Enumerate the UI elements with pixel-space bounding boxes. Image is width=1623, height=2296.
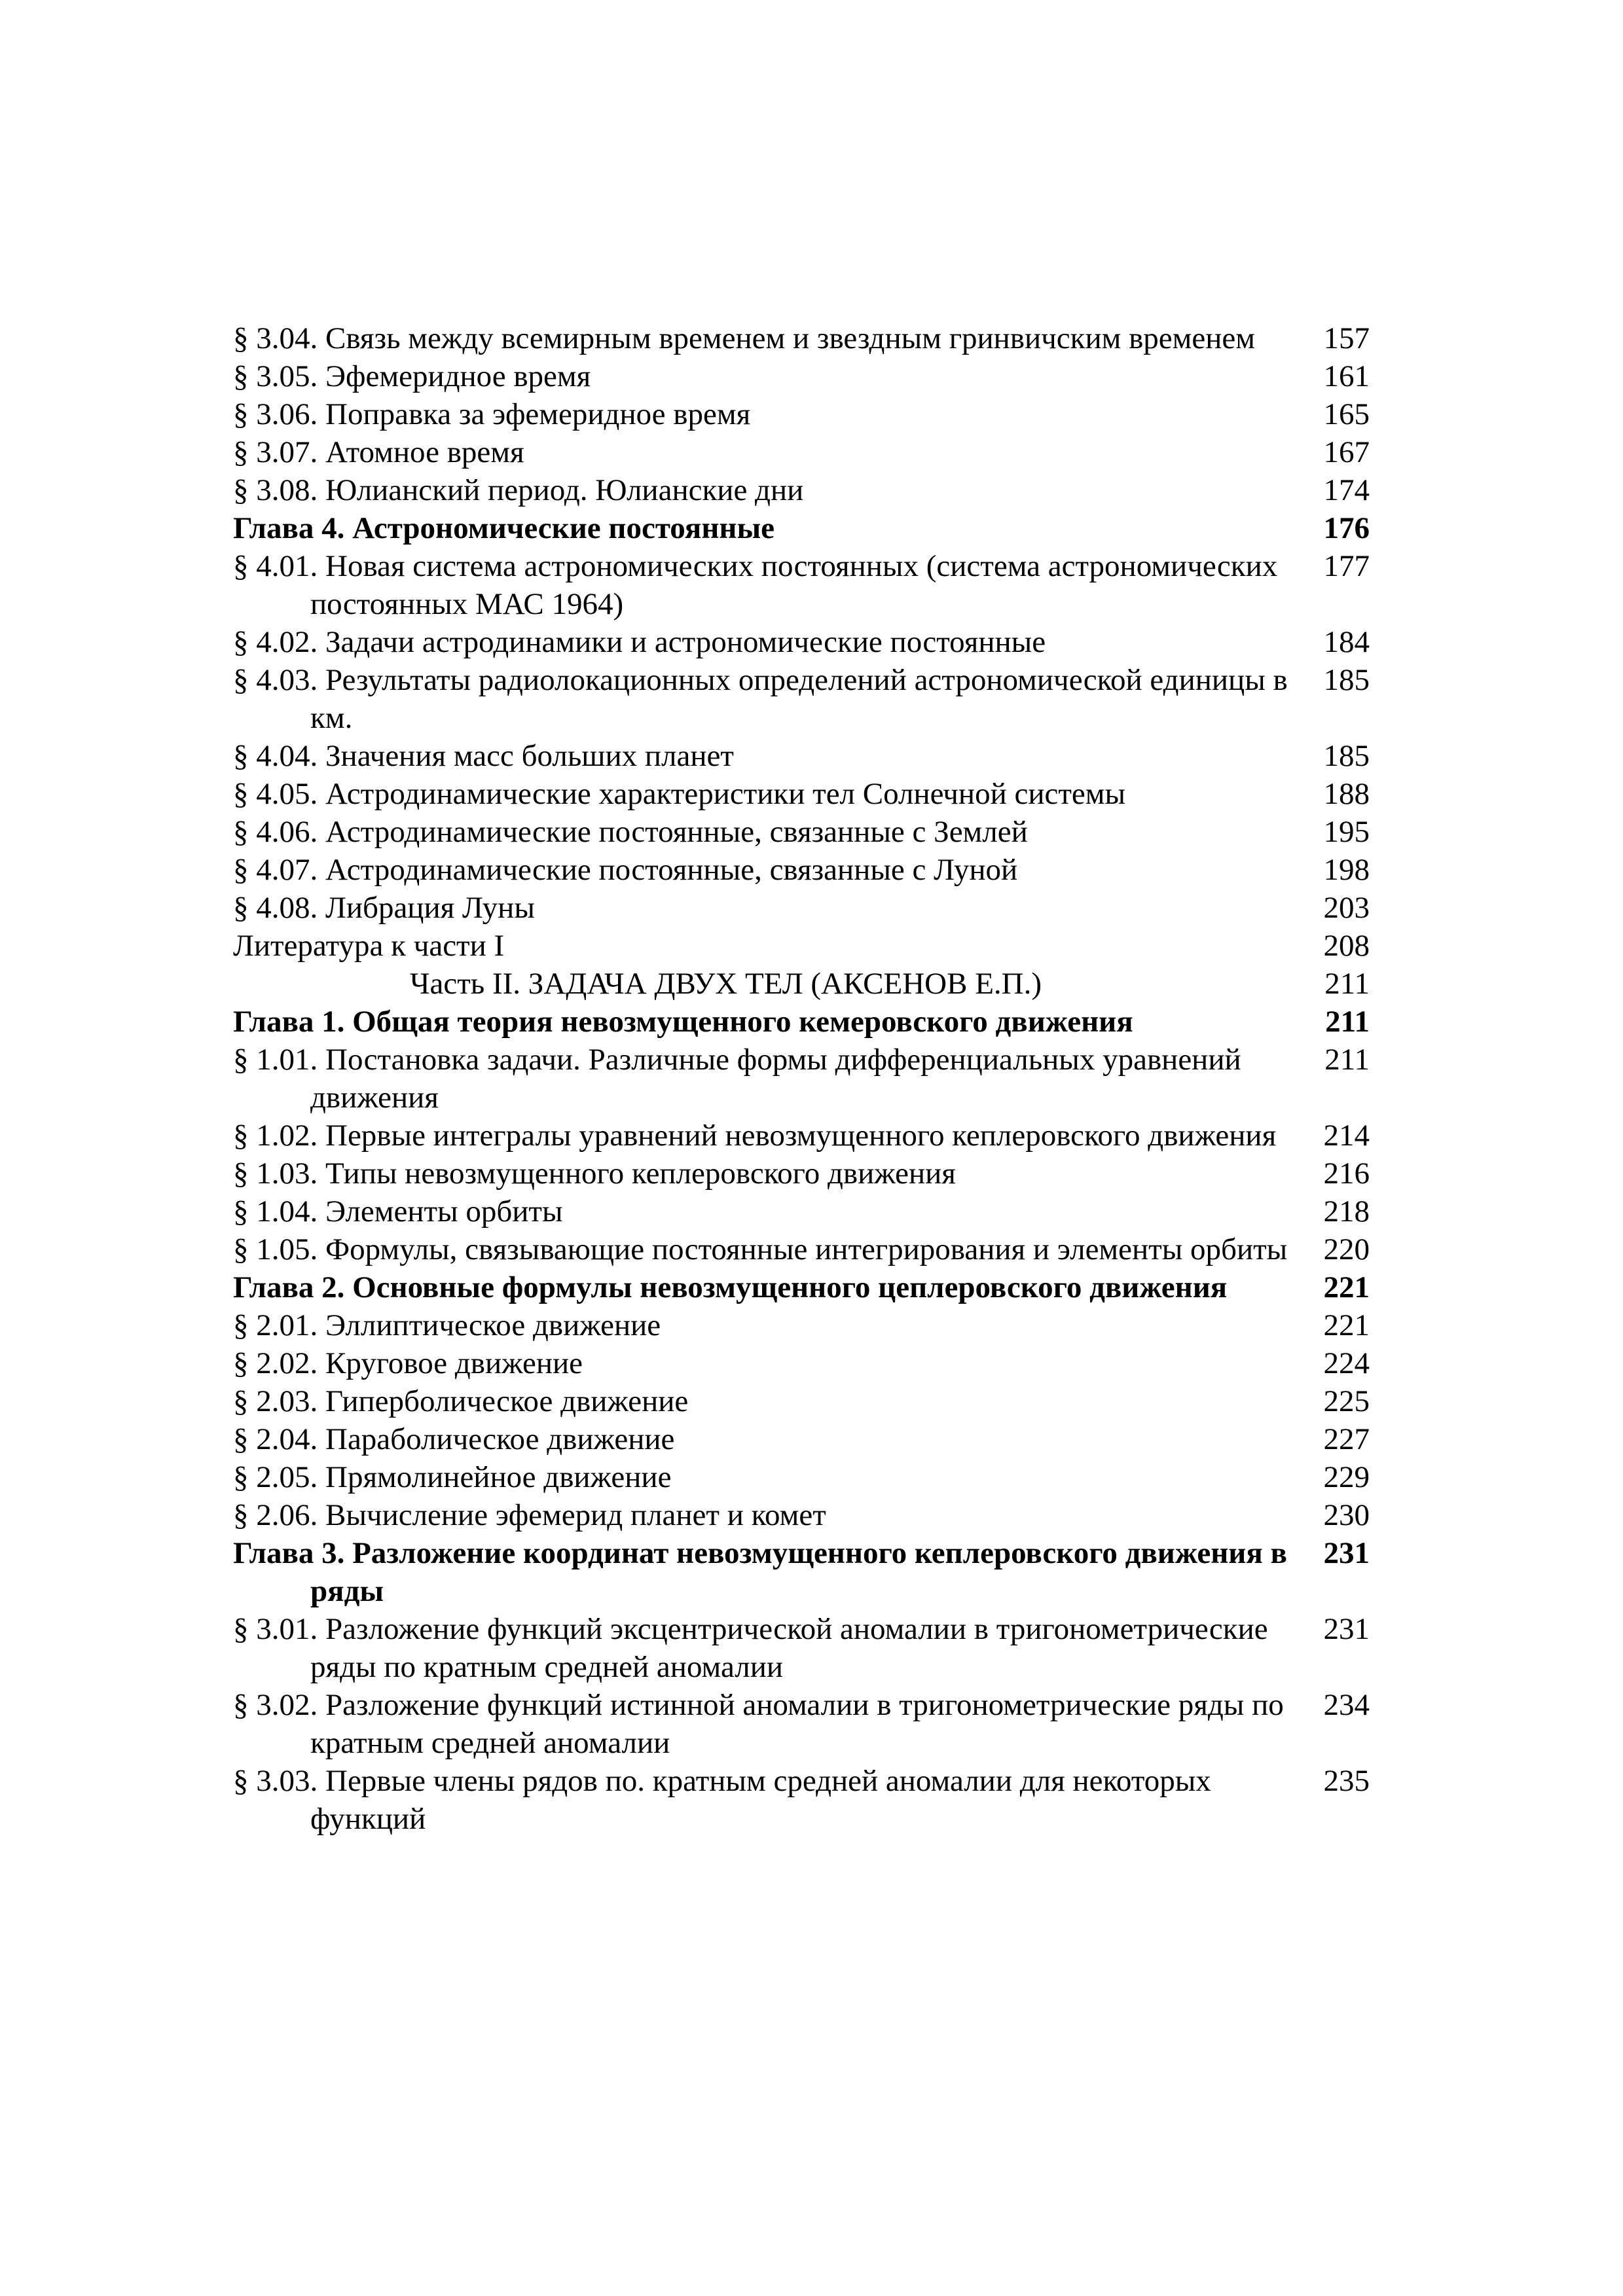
toc-entry-page-number: 220 bbox=[1323, 1232, 1370, 1266]
toc-entry bbox=[233, 471, 1370, 509]
toc-entry-page-number: 218 bbox=[1323, 1194, 1370, 1229]
toc-entry bbox=[233, 433, 1370, 471]
toc-entry bbox=[233, 623, 1370, 661]
toc-entry-page-number: 211 bbox=[1325, 1005, 1370, 1039]
toc-entry-title: § 3.03. Первые члены рядов по. кратным средней аномалии для некоторых функций bbox=[233, 1764, 1211, 1836]
toc-entry-title: § 4.01. Новая система астрономических постоянных (система астрономических постоянных МАС 1964) bbox=[233, 549, 1278, 621]
toc-entry bbox=[233, 737, 1370, 775]
toc-entry-page-number: 203 bbox=[1323, 891, 1370, 925]
toc-entry bbox=[233, 889, 1370, 927]
toc-entry-title: Литература к части I bbox=[233, 929, 505, 963]
toc-entry-page-number: 231 bbox=[1323, 1536, 1370, 1570]
toc-entry-page-number: 230 bbox=[1323, 1498, 1370, 1532]
toc-entry bbox=[233, 1041, 1370, 1117]
toc-entry-title: Глава 3. Разложение координат невозмущенного кеплеровского движения в ряды bbox=[233, 1536, 1287, 1608]
toc-entry bbox=[233, 813, 1370, 851]
toc-chapter-entry bbox=[233, 1268, 1370, 1306]
toc-entry-page-number: 174 bbox=[1323, 473, 1370, 507]
toc-entry bbox=[233, 1230, 1370, 1268]
toc-entry-page-number: 185 bbox=[1323, 663, 1370, 697]
toc-entry bbox=[233, 1344, 1370, 1382]
toc-entry-page-number: 225 bbox=[1323, 1384, 1370, 1418]
toc-entry-page-number: 188 bbox=[1323, 777, 1370, 811]
toc-entry bbox=[233, 319, 1370, 357]
toc-entry bbox=[233, 661, 1370, 737]
toc-entry bbox=[233, 1382, 1370, 1420]
toc-entry-title: § 1.01. Постановка задачи. Различные формы дифференциальных уравнений движения bbox=[233, 1043, 1241, 1115]
toc-entry-title: § 4.02. Задачи астродинамики и астрономические постоянные bbox=[233, 625, 1046, 659]
toc-entry-title: Глава 1. Общая теория невозмущенного кемеровского движения bbox=[233, 1005, 1133, 1039]
toc-entry-page-number: 198 bbox=[1323, 853, 1370, 887]
toc-entry-page-number: 157 bbox=[1323, 321, 1370, 355]
toc-entry-page-number: 177 bbox=[1323, 549, 1370, 583]
toc-entry-title: § 3.05. Эфемеридное время bbox=[233, 359, 591, 393]
toc-entry-page-number: 221 bbox=[1323, 1270, 1370, 1304]
toc-entry bbox=[233, 1496, 1370, 1534]
toc-entry-title: § 2.06. Вычисление эфемерид планет и комет bbox=[233, 1498, 826, 1532]
toc-entry bbox=[233, 1193, 1370, 1230]
toc-entry-title: § 3.02. Разложение функций истинной аномалии в тригонометрические ряды по кратным средней аномалии bbox=[233, 1688, 1284, 1760]
toc-entry-title: § 2.05. Прямолинейное движение bbox=[233, 1460, 672, 1494]
toc-entry-page-number: 167 bbox=[1323, 435, 1370, 469]
toc-entry-page-number: 176 bbox=[1323, 511, 1370, 545]
toc-entry-page-number: 211 bbox=[1324, 1043, 1370, 1077]
toc-entry bbox=[233, 927, 1370, 965]
toc-entry-page-number: 221 bbox=[1323, 1308, 1370, 1342]
toc-entry-page-number: 224 bbox=[1323, 1346, 1370, 1380]
toc-entry-page-number: 185 bbox=[1323, 739, 1370, 773]
toc-entry bbox=[233, 1762, 1370, 1838]
toc-entry-page-number: 234 bbox=[1323, 1688, 1370, 1722]
toc-entry-title: § 2.04. Параболическое движение bbox=[233, 1422, 675, 1456]
toc-entry-page-number: 214 bbox=[1323, 1119, 1370, 1153]
toc-entry-page-number: 229 bbox=[1323, 1460, 1370, 1494]
toc-entry bbox=[233, 1306, 1370, 1344]
toc-entry bbox=[233, 547, 1370, 623]
toc-entry bbox=[233, 1155, 1370, 1193]
toc-entry-title: Глава 4. Астрономические постоянные bbox=[233, 511, 775, 545]
toc-entry-title: § 1.05. Формулы, связывающие постоянные интегрирования и элементы орбиты bbox=[233, 1232, 1288, 1266]
toc-entry-page-number: 208 bbox=[1323, 929, 1370, 963]
toc-chapter-entry bbox=[233, 1534, 1370, 1610]
toc-entry bbox=[233, 1458, 1370, 1496]
toc-entry-page-number: 231 bbox=[1323, 1612, 1370, 1646]
toc-entry bbox=[233, 775, 1370, 813]
toc-entry bbox=[233, 1420, 1370, 1458]
toc-part-entry bbox=[233, 965, 1370, 1003]
toc-entry-title: § 3.08. Юлианский период. Юлианские дни bbox=[233, 473, 804, 507]
toc-entry-page-number: 195 bbox=[1323, 815, 1370, 849]
toc-entry bbox=[233, 395, 1370, 433]
toc-entry-title: § 3.01. Разложение функций эксцентрической аномалии в тригонометрические ряды по кратным средней аномалии bbox=[233, 1612, 1268, 1684]
toc-chapter-entry bbox=[233, 509, 1370, 547]
toc-entry-title: § 2.02. Круговое движение bbox=[233, 1346, 583, 1380]
toc-entry bbox=[233, 1686, 1370, 1762]
toc-entry-title: § 4.06. Астродинамические постоянные, связанные с Землей bbox=[233, 815, 1028, 849]
toc-entry-title: Глава 2. Основные формулы невозмущенного цеплеровского движения bbox=[233, 1270, 1228, 1304]
table-of-contents bbox=[233, 319, 1370, 1838]
toc-entry-page-number: 216 bbox=[1323, 1157, 1370, 1191]
toc-entry-title: § 1.02. Первые интегралы уравнений невозмущенного кеплеровского движения bbox=[233, 1119, 1277, 1153]
toc-entry-title: § 3.06. Поправка за эфемеридное время bbox=[233, 397, 751, 431]
toc-entry-title: § 4.04. Значения масс больших планет bbox=[233, 739, 734, 773]
toc-entry-title: § 3.04. Связь между всемирным временем и звездным гринвичским временем bbox=[233, 321, 1256, 355]
toc-entry bbox=[233, 357, 1370, 395]
toc-entry-title: § 4.07. Астродинамические постоянные, связанные с Луной bbox=[233, 853, 1018, 887]
toc-entry-page-number: 161 bbox=[1323, 359, 1370, 393]
toc-entry-title: § 4.03. Результаты радиолокационных определений астрономической единицы в км. bbox=[233, 663, 1288, 735]
toc-entry-title: § 1.04. Элементы орбиты bbox=[233, 1194, 563, 1229]
toc-entry bbox=[233, 1117, 1370, 1155]
toc-entry-page-number: 184 bbox=[1323, 625, 1370, 659]
toc-entry-page-number: 165 bbox=[1323, 397, 1370, 431]
toc-entry-title: § 4.08. Либрация Луны bbox=[233, 891, 535, 925]
toc-entry-title: § 3.07. Атомное время bbox=[233, 435, 524, 469]
toc-chapter-entry bbox=[233, 1003, 1370, 1041]
toc-entry-title: § 2.03. Гиперболическое движение bbox=[233, 1384, 689, 1418]
toc-entry-title: § 1.03. Типы невозмущенного кеплеровского движения bbox=[233, 1157, 956, 1191]
toc-entry bbox=[233, 851, 1370, 889]
toc-entry-title: § 2.01. Эллиптическое движение bbox=[233, 1308, 661, 1342]
toc-entry-title: § 4.05. Астродинамические характеристики тел Солнечной системы bbox=[233, 777, 1126, 811]
toc-entry bbox=[233, 1610, 1370, 1686]
toc-entry-page-number: 227 bbox=[1323, 1422, 1370, 1456]
toc-entry-page-number: 235 bbox=[1323, 1764, 1370, 1798]
toc-entry-page-number: 211 bbox=[1324, 967, 1370, 1001]
toc-entry-title: Часть II. ЗАДАЧА ДВУХ ТЕЛ (АКСЕНОВ Е.П.) bbox=[410, 967, 1042, 1001]
